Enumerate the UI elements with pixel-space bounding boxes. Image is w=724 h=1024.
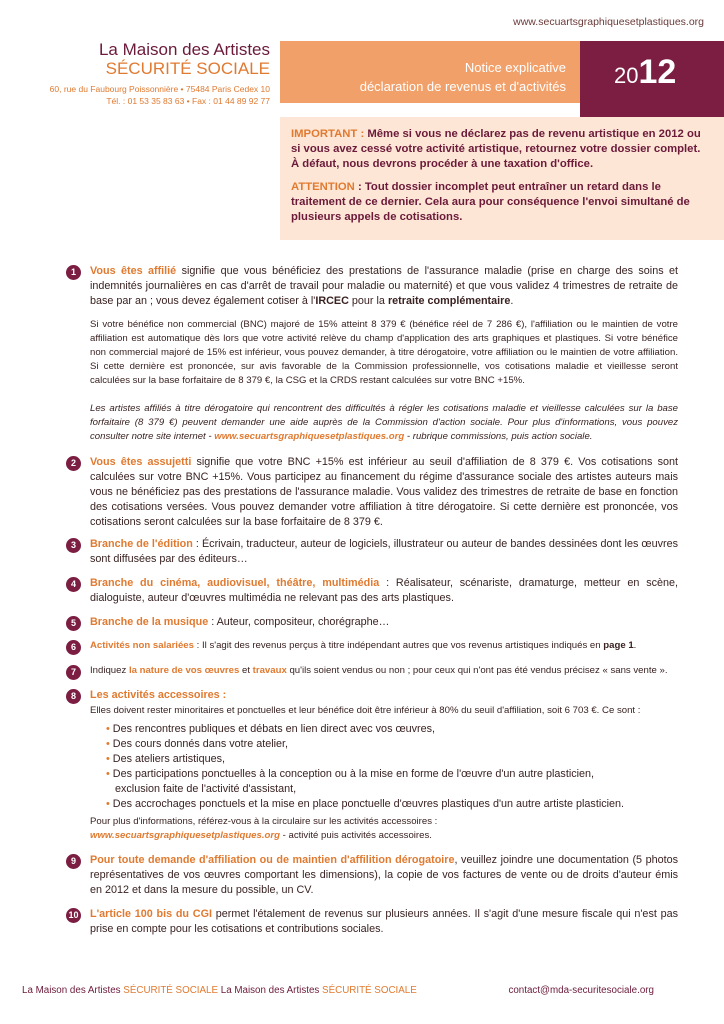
item-9-text [90, 853, 678, 898]
item-number-5: 5 [66, 616, 81, 631]
retraite-label: retraite complémentaire [387, 295, 511, 307]
important-text: Même si vous ne déclarez pas de revenu artistique en 2012 ou si vous avez cessé votre activité artistique, retournez votre dossier complet. À défaut, nous devrons procéder à une taxation d'office. [291, 128, 701, 170]
item-9 [66, 853, 678, 898]
item-6 [66, 639, 678, 653]
year-box [580, 41, 724, 117]
item-8-head: Les activités accessoires [90, 689, 220, 701]
item-10-head: L'article 100 bis du CGI [90, 908, 212, 920]
brand-name: La Maison des Artistes [98, 40, 270, 59]
item-4-head: Branche du cinéma, audiovisuel, théâtre, multimédia [90, 577, 380, 589]
item-number-1: 1 [66, 265, 81, 280]
item-6-text [90, 639, 678, 653]
site-link-2[interactable]: www.secuartsgraphiquesetplastiques.org [90, 830, 280, 841]
list-item: • Des accrochages ponctuels et la mise en place ponctuelle d'œuvres plastiques d'un autre artiste plasticien. [106, 797, 666, 812]
item-4-text [90, 576, 678, 606]
item-6-head: Activités non salariées [90, 640, 194, 651]
item-1-p3a: Les artistes affiliés à titre dérogatoire qui rencontrent des difficultés à régler les cotisations maladie et vieillesse calculées sur la base forfaitaire (8 379 €) peuvent demander une aide auprès de la Commission d'action sociale. Pour plus d'informations, vous pouvez consulter notre site internet - [90, 403, 678, 442]
item-3-body: : Écrivain, traducteur, auteur de logiciels, illustrateur ou auteur de bandes dessinées dont les œuvres sont diffusées par des éditeurs… [90, 538, 679, 565]
footer-ss-1: SÉCURITÉ SOCIALE [123, 985, 219, 996]
warning-box [280, 117, 724, 240]
item-number-7: 7 [66, 665, 81, 680]
list-item: • Des rencontres publiques et débats en lien direct avec vos œuvres, [106, 722, 666, 737]
item-7-text [90, 664, 678, 678]
item-3-head: Branche de l'édition [90, 538, 193, 550]
item-2-head: Vous êtes assujetti [90, 456, 192, 468]
brand-block [30, 40, 270, 107]
important-notice [291, 127, 711, 172]
item-5-text [90, 615, 678, 630]
item-6-end: . [633, 640, 637, 651]
item-4-body: : Réalisateur, scénariste, dramaturge, metteur en scène, dialoguiste, auteur d'œuvres multimédia ne relevant pas des arts plastiques. [90, 577, 679, 604]
year-label [614, 53, 676, 92]
travaux: travaux [252, 665, 287, 676]
item-9-body: , veuillez joindre une documentation (5 photos représentatives de vos œuvres comportant les dimensions), la copie de vos factures de vente ou de droits d'auteur émis en 2012 et dans la mesure du possible, un CV. [90, 854, 678, 896]
item-10-text [90, 907, 678, 937]
item-number-4: 4 [66, 577, 81, 592]
item-2-text [90, 455, 678, 530]
item-7-a: Indiquez [90, 665, 129, 676]
item-5 [66, 615, 678, 630]
item-7 [66, 664, 678, 678]
notice-title-line-2: déclaration de revenus et d'activités [359, 79, 566, 94]
notice-title-box [280, 41, 580, 103]
page-1-ref: page 1 [603, 640, 634, 651]
brand-address [30, 83, 270, 107]
site-link-1[interactable]: www.secuartsgraphiquesetplastiques.org [214, 431, 405, 442]
item-10 [66, 907, 678, 937]
item-8-more: Pour plus d'informations, référez-vous à la circulaire sur les activités accessoires : [90, 816, 438, 827]
item-6-body: : Il s'agit des revenus perçus à titre indépendant autres que vos revenus artistiques indiqués en [193, 640, 604, 651]
list-item: • Des participations ponctuelles à la conception ou à la mise en forme de l'œuvre d'un autre plasticien, [106, 767, 666, 782]
footer-mda-1: La Maison des Artistes [22, 985, 124, 996]
year-small: 20 [614, 63, 639, 88]
footer-email[interactable]: contact@mda-securitesociale.org [508, 985, 654, 996]
ircec-label: IRCEC [315, 295, 349, 307]
address-line-1: 60, rue du Faubourg Poissonnière • 75484 Paris Cedex 10 [49, 84, 270, 94]
item-8-more-info [90, 815, 678, 843]
item-number-8: 8 [66, 689, 81, 704]
year-big: 12 [638, 53, 677, 91]
item-3 [66, 537, 678, 567]
item-2-body: signifie que votre BNC +15% est inférieur au seuil d'affiliation de 8 379 €. Vos cotisations sont calculées sur votre BNC +15%. Vous participez au financement du régime d'assurance sociale des artistes auteurs mais vous ne bénéficiez pas des prestations de l'assurance maladie. Vous validez des trimestres de retraite de base en fonction des cotisations versées. Vous pouvez demander votre affiliation à titre dérogatoire. Si cette dernière est prononcée, vos cotisations seront calculées sur la base forfaitaire de 8 379 €. [90, 456, 678, 528]
brand-securite-sociale: SÉCURITÉ SOCIALE [105, 59, 270, 78]
item-1-c: . [510, 295, 514, 307]
list-item: exclusion faite de l'activité d'assistant, [115, 783, 297, 795]
accessory-activities-list [106, 722, 666, 812]
item-5-body: : Auteur, compositeur, chorégraphe… [208, 616, 390, 628]
item-1-head: Vous êtes affilié [90, 265, 177, 277]
item-3-text [90, 537, 678, 567]
attention-label: ATTENTION [291, 181, 355, 193]
item-number-9: 9 [66, 854, 81, 869]
item-8-after: - activité puis activités accessoires. [279, 830, 432, 841]
item-10-body: permet l'étalement de revenus sur plusieurs années. Il s'agit d'une mesure fiscale qui n'est pas prise en compte pour les cotisations et contributions sociales. [90, 908, 678, 935]
address-line-2: Tél. : 01 53 35 83 63 • Fax : 01 44 89 92 77 [106, 96, 270, 106]
attention-notice [291, 180, 711, 225]
item-2 [66, 455, 678, 530]
nature-oeuvres: la nature de vos œuvres [128, 665, 240, 676]
item-1-text [90, 264, 678, 309]
important-label: IMPORTANT : [291, 128, 365, 140]
footer-mda-2: La Maison des Artistes [218, 985, 323, 996]
attention-text: : Tout dossier incomplet peut entraîner un retard dans le traitement de ce dernier. Cela aura pour conséquence l'envoi simultané de plusieurs appels de cotisations. [291, 181, 690, 223]
item-8 [66, 688, 678, 703]
item-1-p3b: - rubrique commissions, puis action sociale. [404, 431, 593, 442]
item-7-b: et [239, 665, 253, 676]
item-7-c: qu'ils soient vendus ou non ; pour ceux qui n'ont pas été vendus précisez « sans vente ». [286, 665, 668, 676]
footer-brand [22, 985, 417, 996]
item-8-text [90, 688, 678, 703]
item-number-2: 2 [66, 456, 81, 471]
item-8-intro: Elles doivent rester minoritaires et ponctuelles et leur bénéfice doit être inférieur à 80% du seuil d'affiliation, soit 6 703 €. Ce sont : [90, 705, 641, 716]
item-number-10: 10 [66, 908, 81, 923]
item-1 [66, 264, 678, 309]
site-url[interactable]: www.secuartsgraphiquesetplastiques.org [513, 16, 704, 28]
item-5-head: Branche de la musique [90, 616, 209, 628]
list-item: • Des ateliers artistiques, [106, 752, 666, 767]
list-item: • Des cours donnés dans votre atelier, [106, 737, 666, 752]
item-1-b: pour la [348, 295, 388, 307]
item-9-head: Pour toute demande d'affiliation ou de maintien d'affilition dérogatoire [90, 854, 455, 866]
item-1-paragraph-2: Si votre bénéfice non commercial (BNC) majoré de 15% atteint 8 379 € (bénéfice réel de 7 286 €), l'affiliation ou le maintien de votre affiliation est automatique dès lors que votre activité relève du champ d'application des arts graphiques et plastiques. Si votre bénéfice non commercial majoré de 15% est inférieur, vous pouvez demander, à titre dérogatoire, votre affiliation ou le maintien de votre affiliation. Si cette dernière est prononcée, sur avis favorable de la Commission professionnelle, vos cotisations maladie et vieillesse seront calculées sur la base forfaitaire de 8 379 €, la CSG et la CRDS restant calculées sur votre BNC +15%. [90, 319, 678, 386]
notice-title-line-1: Notice explicative [464, 60, 566, 75]
footer-ss-2: SÉCURITÉ SOCIALE [322, 985, 417, 996]
item-number-6: 6 [66, 640, 81, 655]
item-1-paragraph-3 [90, 402, 678, 444]
item-8-colon: : [219, 689, 227, 701]
item-number-3: 3 [66, 538, 81, 553]
item-1-a: signifie que vous bénéficiez des prestations de l'assurance maladie (prise en charge des soins et indemnités journalières en cas d'arrêt de travail pour maladie ou maternité) et que vous validez 4 trimestres de retraite de base par an ; vous devez également cotiser à l' [90, 265, 679, 307]
item-4 [66, 576, 678, 606]
